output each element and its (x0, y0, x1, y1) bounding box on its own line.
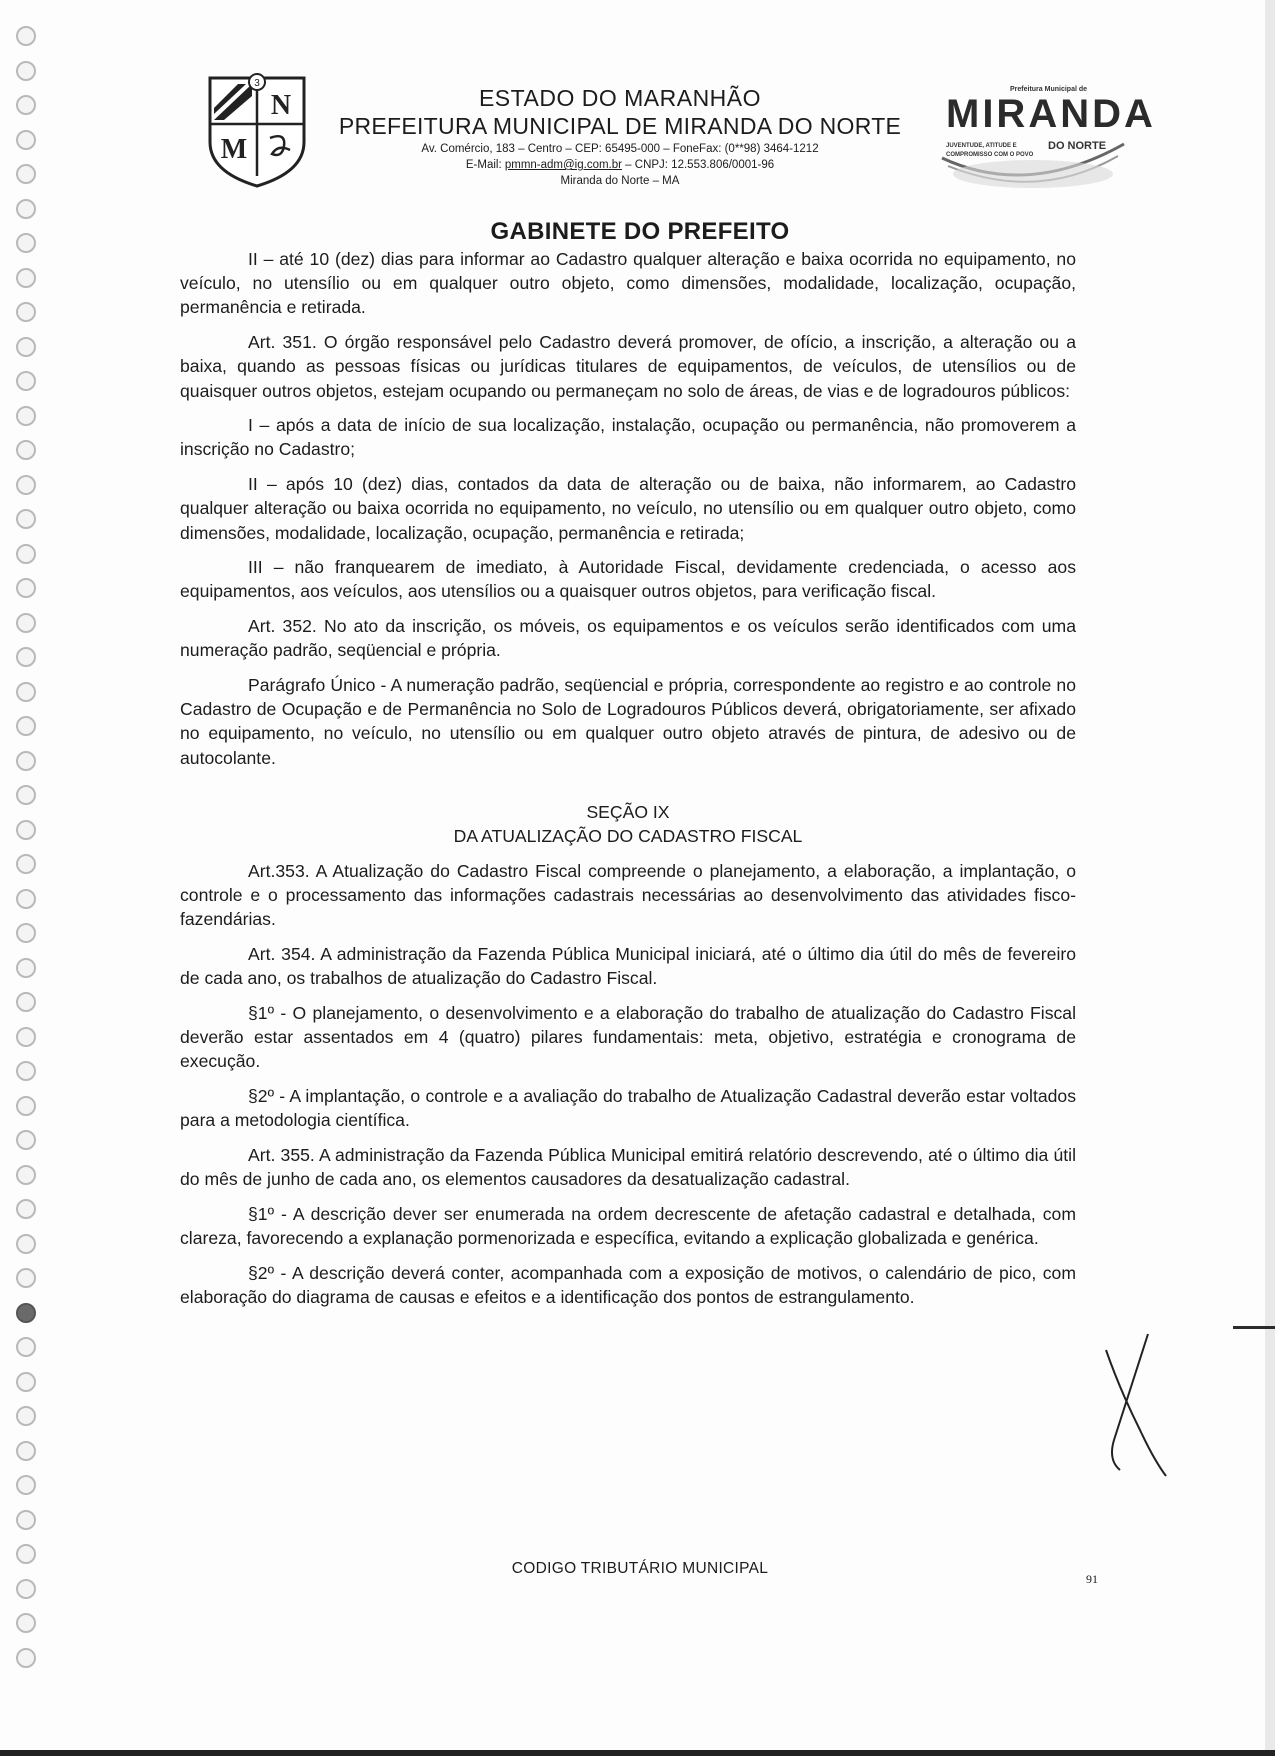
page-number: 91 (1086, 1572, 1098, 1586)
binding-hole (16, 302, 36, 322)
binding-hole (16, 820, 36, 840)
municipal-crest-icon (206, 72, 308, 188)
page-bottom-edge (0, 1750, 1275, 1756)
page-edge (1265, 0, 1275, 1756)
binding-hole (16, 1613, 36, 1633)
binding-hole (16, 785, 36, 805)
paragraph: Art. 352. No ato da inscrição, os móveis, os equipamentos e os veículos serão identificados com uma numeração padrão, seqüencial e própria. (180, 616, 1076, 661)
binding-hole (16, 1544, 36, 1564)
binding-hole (16, 1337, 36, 1357)
binding-hole (16, 440, 36, 460)
paragraph: §1º - O planejamento, o desenvolvimento e a elaboração do trabalho de atualização do Cadastro Fiscal deverão estar assentados em 4 (quatro) pilares fundamentais: meta, objetivo, estratégia e cronograma de execução. (180, 1002, 1076, 1072)
paragraph: Art. 354. A administração da Fazenda Pública Municipal iniciará, até o último dia útil do mês de fevereiro de cada ano, os trabalhos de atualização do Cadastro Fiscal. (180, 943, 1076, 989)
svg-text:3: 3 (254, 78, 260, 89)
document-body (180, 247, 1076, 1320)
section-number: SEÇÃO IX (586, 801, 670, 822)
binding-hole (16, 371, 36, 391)
binding-hole (16, 1648, 36, 1668)
binding-hole (16, 199, 36, 219)
binding-hole (16, 889, 36, 909)
paragraph: II – até 10 (dez) dias para informar ao Cadastro qualquer alteração e baixa ocorrida no equipamento, no veículo, no utensílio ou em qualquer outro objeto, como dimensões, modalidade, localização, ocupação, permanência e retirada. (180, 249, 1076, 318)
cnpj: – CNPJ: 12.553.806/0001-96 (625, 159, 775, 171)
paragraph: Parágrafo Único - A numeração padrão, seqüencial e própria, correspondente ao registro e ao controle no Cadastro de Ocupação e de Permanência no Solo de Logradouros Públicos deverá, obrigatoriamente, ser afixado no equipamento, no veículo, no utensílio ou em qualquer outro objeto através de pintura, de adesivo ou de autocolante. (180, 675, 1076, 768)
seal-motto: JUVENTUDE, ATITUDE E COMPROMISSO COM O POVO (946, 143, 1034, 158)
state-name: ESTADO DO MARANHÃO (478, 85, 762, 111)
binding-hole (16, 1199, 36, 1219)
binding-hole (16, 1510, 36, 1530)
letterhead (320, 84, 920, 188)
paragraph: §2º - A descrição deverá conter, acompanhada com a exposição de motivos, o calendário de pico, com elaboração do diagrama de causas e efeitos e a identificação dos pontos de estrangulamento. (180, 1262, 1076, 1307)
binding-hole (16, 1579, 36, 1599)
paragraph: Art. 355. A administração da Fazenda Pública Municipal emitirá relatório descrevendo, até o último dia útil do mês de junho de cada ano, os elementos causadores da desatualização cadastral. (180, 1144, 1076, 1189)
paragraph: II – após 10 (dez) dias, contados da data de alteração ou de baixa, não informarem, ao Cadastro qualquer alteração ou baixa ocorrida no equipamento, no veículo, no utensílio ou em qualquer outro objeto, como dimensões, modalidade, localização, ocupação, permanência e retirada; (180, 474, 1076, 543)
binding-hole (16, 613, 36, 633)
section-title: DA ATUALIZAÇÃO DO CADASTRO FISCAL (453, 826, 803, 847)
handwritten-initial-icon (1100, 1330, 1170, 1480)
seal-tag: DO NORTE (1048, 140, 1107, 152)
binding-hole (16, 1061, 36, 1081)
address-line: Av. Comércio, 183 – Centro – CEP: 65495-000 – FoneFax: (0**98) 3464-1212 (421, 143, 819, 155)
binding-hole (16, 716, 36, 736)
paragraph: §1º - A descrição dever ser enumerada na ordem decrescente de afetação cadastral e detalhada, com clareza, favorecendo a explanação pormenorizada e específica, evitando a explicação globalizada e genérica. (180, 1203, 1076, 1248)
paragraph: III – não franquearem de imediato, à Autoridade Fiscal, devidamente credenciada, o acesso aos equipamentos, aos veículos, aos utensílios ou a quaisquer outros objetos, para verificação fiscal. (180, 557, 1076, 602)
paragraph: §2º - A implantação, o controle e a avaliação do trabalho de Atualização Cadastral deverão estar voltados para a metodologia científica. (180, 1085, 1076, 1131)
paragraph: Art.353. A Atualização do Cadastro Fiscal compreende o planejamento, a elaboração, a implantação, o controle e o processamento das informações cadastrais necessárias ao desenvolvimento das atividades fisco-fazendárias. (180, 860, 1076, 930)
binding-hole (16, 682, 36, 702)
binding-hole (16, 854, 36, 874)
binding-hole (16, 406, 36, 426)
crest-letter-m: M (220, 134, 248, 165)
city-line: Miranda do Norte – MA (560, 175, 680, 187)
binding-hole (16, 647, 36, 667)
seal-header: Prefeitura Municipal de (1010, 86, 1088, 93)
contact-line (320, 158, 920, 172)
paragraph: Art. 351. O órgão responsável pelo Cadastro deverá promover, de ofício, a inscrição, a alteração ou a baixa, quando as pessoas físicas ou jurídicas titulares de equipamentos, de veículos, de utensílios ou de quaisquer outros objetos, estejam ocupando ou permaneçam no solo de áreas, de vias e de logradouros públicos: (180, 332, 1076, 401)
binding-hole (16, 1096, 36, 1116)
seal-wordmark: MIRANDA (946, 92, 1156, 136)
binding-hole (16, 164, 36, 184)
page-footer: CODIGO TRIBUTÁRIO MUNICIPAL (511, 1560, 769, 1577)
spiral-binding (16, 26, 42, 1682)
binding-hole (16, 1130, 36, 1150)
binding-hole (16, 923, 36, 943)
binding-hole (16, 130, 36, 150)
paragraph: I – após a data de início de sua localização, instalação, ocupação ou permanência, não promoverem a inscrição no Cadastro; (180, 415, 1076, 460)
binding-hole (16, 1303, 36, 1323)
binding-hole (16, 1475, 36, 1495)
binding-hole (16, 1234, 36, 1254)
binding-hole (16, 26, 36, 46)
binding-hole (16, 1441, 36, 1461)
binding-hole (16, 958, 36, 978)
binding-hole (16, 1268, 36, 1288)
binding-hole (16, 1027, 36, 1047)
edge-mark (1233, 1326, 1275, 1329)
municipal-seal (938, 80, 1156, 198)
binding-hole (16, 1406, 36, 1426)
crest-letter-n: N (270, 90, 292, 121)
binding-hole (16, 337, 36, 357)
binding-hole (16, 475, 36, 495)
prefeitura-name: PREFEITURA MUNICIPAL DE MIRANDA DO NORTE (338, 113, 902, 139)
binding-hole (16, 509, 36, 529)
binding-hole (16, 544, 36, 564)
email-label: E-Mail: (465, 159, 502, 171)
binding-hole (16, 61, 36, 81)
email-link[interactable]: pmmn-adm@ig.com.br (504, 159, 622, 171)
binding-hole (16, 233, 36, 253)
binding-hole (16, 751, 36, 771)
binding-hole (16, 992, 36, 1012)
binding-hole (16, 1372, 36, 1392)
binding-hole (16, 268, 36, 288)
cabinet-title: GABINETE DO PREFEITO (490, 218, 790, 245)
binding-hole (16, 1165, 36, 1185)
binding-hole (16, 578, 36, 598)
binding-hole (16, 95, 36, 115)
